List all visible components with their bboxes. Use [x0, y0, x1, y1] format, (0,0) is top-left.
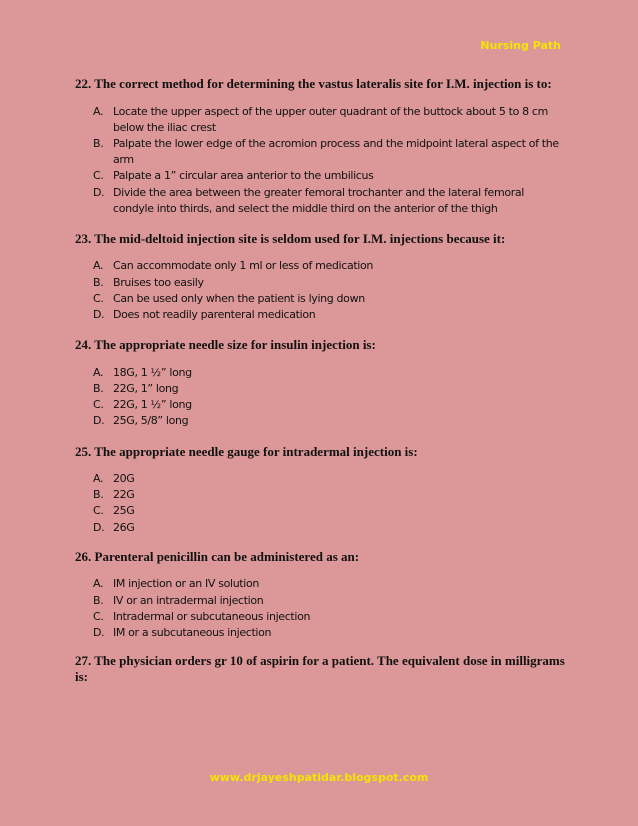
option-letter: B.	[93, 136, 104, 150]
option-letter: D.	[93, 625, 105, 639]
option-letter: C.	[93, 291, 104, 305]
option-text: IM injection or an IV solution	[113, 577, 259, 591]
option-letter: D.	[93, 185, 105, 199]
question-text: 24. The appropriate needle size for insulin injection is:	[75, 337, 376, 353]
option-text: Can accommodate only 1 ml or less of medication	[113, 259, 374, 273]
option-item	[93, 503, 565, 519]
option-text: 18G, 1 ½” long	[113, 365, 192, 379]
option-letter: B.	[93, 593, 104, 607]
question-text: 26. Parenteral penicillin can be administered as an:	[75, 548, 360, 564]
option-text: Palpate a 1” circular area anterior to the umbilicus	[113, 169, 374, 183]
option-text: Bruises too easily	[113, 275, 204, 289]
option-text: 22G, 1” long	[113, 381, 179, 395]
option-letter: B.	[93, 381, 104, 395]
question-23	[75, 231, 565, 323]
option-text: IV or an intradermal injection	[113, 593, 264, 607]
option-letter: C.	[93, 504, 104, 518]
option-letter: C.	[93, 609, 104, 623]
option-item	[93, 104, 565, 136]
option-letter: D.	[93, 308, 105, 322]
question-24	[75, 337, 565, 429]
option-item	[93, 625, 565, 641]
question-text: 27. The physician orders gr 10 of aspirin for a patient. The equivalent dose in milligrams is:	[75, 653, 565, 684]
question-26	[75, 549, 565, 641]
option-item	[93, 136, 565, 168]
option-item	[93, 593, 565, 609]
option-item	[93, 307, 565, 323]
option-letter: D.	[93, 414, 105, 428]
option-text: 22G	[113, 488, 135, 502]
option-list	[75, 576, 565, 641]
question-text: 22. The correct method for determining the vastus lateralis site for I.M. injection is to:	[75, 76, 552, 91]
option-letter: D.	[93, 520, 105, 534]
option-item	[93, 185, 565, 217]
option-text: Can be used only when the patient is lying down	[113, 291, 365, 305]
option-list	[75, 104, 565, 217]
question-22	[75, 76, 565, 217]
question-text: 25. The appropriate needle gauge for intradermal injection is:	[75, 443, 418, 459]
question-27	[75, 653, 565, 684]
option-item	[93, 609, 565, 625]
option-letter: B.	[93, 275, 104, 289]
option-letter: B.	[93, 488, 104, 502]
option-text: 26G	[113, 520, 135, 534]
option-item	[93, 576, 565, 592]
option-item	[93, 520, 565, 536]
option-text: 25G	[113, 504, 135, 518]
option-text: Locate the upper aspect of the upper outer quadrant of the buttock about 5 to 8 cm below the iliac crest	[113, 104, 548, 134]
option-letter: A.	[93, 104, 104, 118]
option-item	[93, 275, 565, 291]
option-item	[93, 365, 565, 381]
option-item	[93, 258, 565, 274]
option-letter: A.	[93, 472, 104, 486]
option-text: IM or a subcutaneous injection	[113, 625, 272, 639]
option-letter: C.	[93, 398, 104, 412]
option-letter: A.	[93, 259, 104, 273]
option-text: 20G	[113, 472, 135, 486]
option-list	[75, 471, 565, 536]
option-text: Intradermal or subcutaneous injection	[113, 609, 311, 623]
option-text: 25G, 5/8” long	[113, 414, 189, 428]
question-text: 23. The mid-deltoid injection site is seldom used for I.M. injections because it:	[75, 230, 506, 246]
option-item	[93, 397, 565, 413]
option-item	[93, 381, 565, 397]
option-text: Divide the area between the greater femoral trochanter and the lateral femoral condyle into thirds, and select the middle third on the anterior of the thigh	[113, 185, 524, 215]
question-25	[75, 444, 565, 536]
option-item	[93, 168, 565, 184]
footer-url: www.drjayeshpatidar.blogspot.com	[209, 771, 429, 784]
option-item	[93, 487, 565, 503]
option-text: Does not readily parenteral medication	[113, 308, 316, 322]
option-text: 22G, 1 ½” long	[113, 398, 192, 412]
option-list	[75, 258, 565, 323]
option-text: Palpate the lower edge of the acromion process and the midpoint lateral aspect of the arm	[113, 136, 559, 167]
option-letter: C.	[93, 169, 104, 183]
option-list	[75, 365, 565, 430]
page-header-title: Nursing Path	[480, 39, 561, 52]
option-item	[93, 413, 565, 429]
option-item	[93, 291, 565, 307]
option-item	[93, 471, 565, 487]
option-letter: A.	[93, 577, 104, 591]
question-list	[75, 76, 565, 696]
option-letter: A.	[93, 365, 104, 379]
